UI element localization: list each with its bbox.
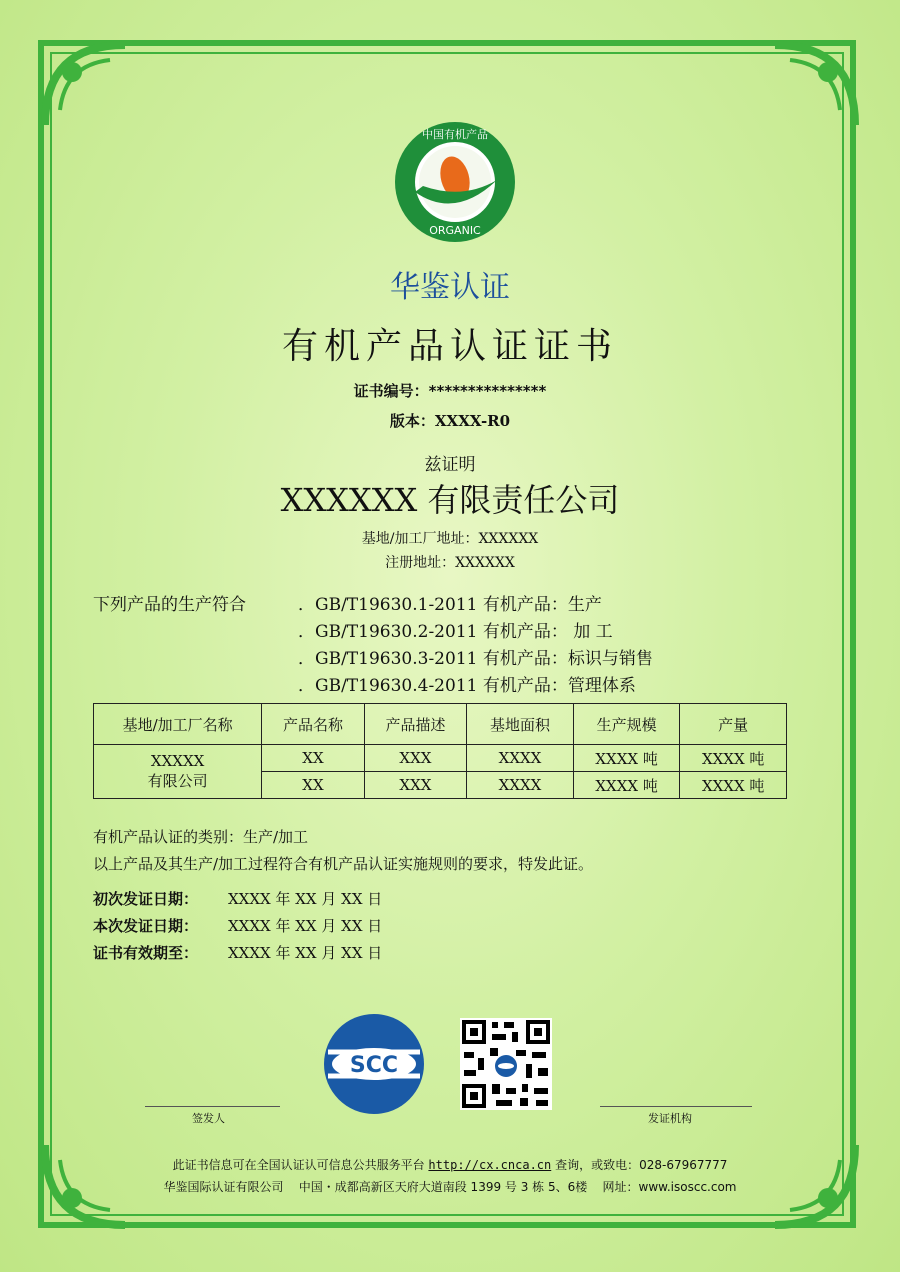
- qr-code[interactable]: [460, 1018, 552, 1110]
- first-issue-date-label: 初次发证日期：: [93, 890, 199, 908]
- issuer-label: 发证机构: [648, 1112, 692, 1125]
- logo-ring-text: 中国有机产品: [422, 128, 488, 141]
- table-header: 生产规模: [573, 704, 680, 745]
- table-header: 基地/加工厂名称: [94, 704, 262, 745]
- footer-line1-prefix: 此证书信息可在全国认证认可信息公共服务平台: [172, 1158, 425, 1172]
- table-header: 基地面积: [467, 704, 574, 745]
- table-row: [94, 745, 787, 772]
- expiry-date-label: 证书有效期至：: [93, 944, 199, 962]
- table-cell: XXX: [364, 772, 467, 799]
- issuer-line: [600, 1106, 752, 1107]
- standard-line: ．GB/T19630.1-2011 有机产品：生产: [298, 595, 602, 615]
- current-issue-date-label: 本次发证日期：: [93, 917, 199, 935]
- cert-no-label: 证书编号：: [353, 382, 429, 400]
- cert-no-value: ***************: [428, 382, 547, 400]
- logo-ring-bottom-text: ORGANIC: [429, 224, 481, 237]
- signer-line: [145, 1106, 280, 1107]
- certificate-title: 有机产品认证证书: [281, 326, 618, 367]
- table-cell: XX: [262, 772, 364, 799]
- company-line2: 有限公司: [147, 772, 208, 790]
- organic-product-logo: [393, 120, 517, 244]
- compliance-label: 下列产品的生产符合: [93, 595, 246, 615]
- table-cell: XXXX 吨: [680, 745, 787, 772]
- company-line1: XXXXX: [150, 752, 205, 770]
- first-issue-date-value: XXXX 年 XX 月 XX 日: [228, 890, 383, 908]
- corner-ornament-top-left: [40, 40, 130, 130]
- table-cell: XX: [262, 745, 364, 772]
- standard-line: ．GB/T19630.2-2011 有机产品： 加 工: [298, 622, 613, 642]
- corner-ornament-top-right: [770, 40, 860, 130]
- current-issue-date-value: XXXX 年 XX 月 XX 日: [228, 917, 383, 935]
- table-header: 产品名称: [262, 704, 364, 745]
- scc-seal: [322, 1012, 426, 1116]
- certify-text: 兹证明: [424, 455, 476, 475]
- footer-line2: 华鉴国际认证有限公司 中国・成都高新区天府大道南段 1399 号 3 栋 5、6楼 网址：www.isoscc.com: [163, 1180, 737, 1194]
- table-cell-company: [94, 745, 262, 799]
- registered-address: 注册地址：XXXXXX: [385, 555, 515, 571]
- standard-line: ．GB/T19630.3-2011 有机产品：标识与销售: [298, 649, 653, 669]
- brand-name: 华鉴认证: [390, 270, 510, 305]
- table-header: 产量: [680, 704, 787, 745]
- footer-line1-suffix: 查询，或致电：028-67967777: [555, 1158, 728, 1172]
- version-label: 版本：: [389, 412, 435, 430]
- certification-category: 有机产品认证的类别：生产/加工: [93, 828, 309, 846]
- base-address: 基地/加工厂地址：XXXXXX: [361, 531, 539, 547]
- standard-line: ．GB/T19630.4-2011 有机产品：管理体系: [298, 676, 636, 696]
- footer-line1: [0, 1156, 900, 1173]
- table-cell: XXXX: [467, 772, 574, 799]
- version-value: XXXX-R0: [434, 412, 511, 430]
- certificate-number: [0, 380, 900, 401]
- product-table: [93, 703, 787, 799]
- table-cell: XXX: [364, 745, 467, 772]
- table-cell: XXXX: [467, 745, 574, 772]
- table-header: 产品描述: [364, 704, 467, 745]
- company-name: XXXXXX 有限责任公司: [280, 481, 620, 519]
- table-cell: XXXX 吨: [680, 772, 787, 799]
- signer-label: 签发人: [192, 1112, 225, 1125]
- table-header-row: [94, 704, 787, 745]
- seal-text: SCC: [349, 1053, 399, 1078]
- table-cell: XXXX 吨: [573, 745, 680, 772]
- table-cell: XXXX 吨: [573, 772, 680, 799]
- version: [0, 410, 900, 431]
- expiry-date-value: XXXX 年 XX 月 XX 日: [228, 944, 383, 962]
- verification-link[interactable]: http://cx.cnca.cn: [428, 1158, 552, 1172]
- certification-statement: 以上产品及其生产/加工过程符合有机产品认证实施规则的要求，特发此证。: [93, 855, 594, 873]
